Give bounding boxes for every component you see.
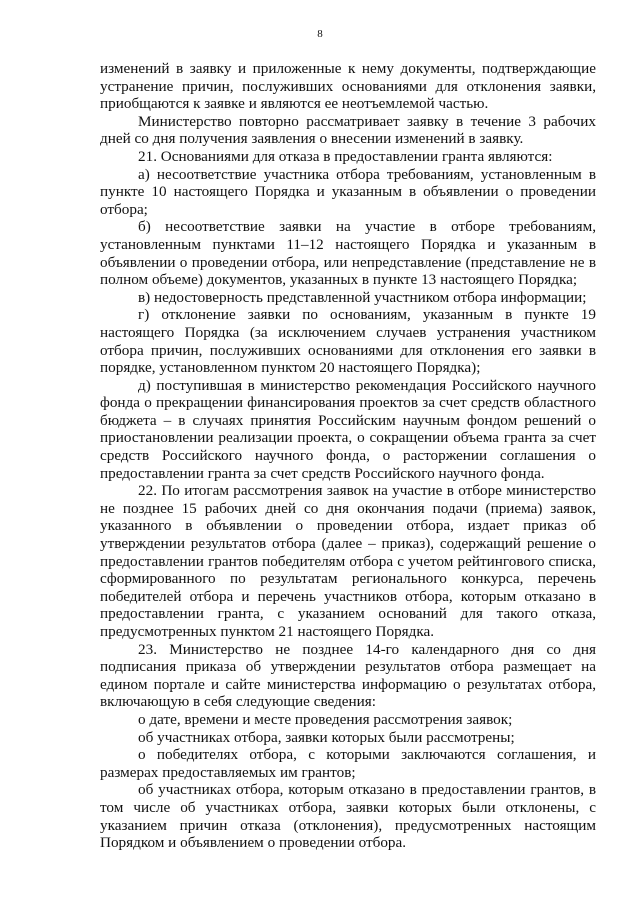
paragraph-23-item-date: о дате, времени и месте проведения рассмотрения заявок; (138, 710, 513, 728)
paragraph-21-v: в) недостоверность представленной участником отбора информации; (138, 288, 587, 306)
paragraph-23-item-refused: об участниках отбора, которым отказано в предоставлении грантов, в том числе об участниках отбора, заявки которых были отклонены, с указанием причин отказа (отклонения), предусмотренных настоящим Порядком и объявлением о проведении отбора. (100, 781, 596, 852)
paragraph-23: 23. Министерство не позднее 14-го календарного дня со дня подписания приказа об утверждении результатов отбора размещает на едином портале и сайте министерства информацию о результатах отбора, включающую в себя следующие сведения: (100, 640, 596, 711)
paragraph-22: 22. По итогам рассмотрения заявок на участие в отборе министерство не позднее 15 рабочих дней со дня окончания подачи (приема) заявок, указанного в объявлении о проведении отбора, издает приказ об утверждении результатов отбора (далее – приказ), содержащий решение о предоставлении грантов победителям отбора с учетом рейтингового списка, сформированного по результатам регионального конкурса, перечень победителей отбора и перечень участников отбора, которым отказано в предоставлении гранта, с указанием оснований для такого отказа, предусмотренных пунктом 21 настоящего Порядка. (100, 482, 596, 640)
paragraph-21-g: г) отклонение заявки по основаниям, указанным в пункте 19 настоящего Порядка (за исключением случаев устранения участником отбора причин, послуживших основаниями для отклонения его заявки в порядке, установленном пунктом 20 настоящего Порядка); (100, 306, 596, 377)
paragraph-21-d: д) поступившая в министерство рекомендация Российского научного фонда о прекращении финансирования проектов за счет средств областного бюджета – в случаях принятия Российским научным фондом решений о приостановлении реализации проекта, о сокращении объема гранта за счет средств Российского научного фонда, о расторжении соглашения о предоставлении гранта за счет средств Российского научного фонда. (100, 376, 596, 482)
paragraph-21-a: а) несоответствие участника отбора требованиям, установленным в пункте 10 настоящего Порядка и указанным в объявлении о проведении отбора; (100, 165, 596, 218)
paragraph-21-b: б) несоответствие заявки на участие в отборе требованиям, установленным пунктами 11–12 настоящего Порядка и указанным в объявлении о проведении отбора, или непредставление (представление не в полном объеме) документов, указанных в пункте 13 настоящего Порядка; (100, 218, 596, 289)
paragraph-repeat-review: Министерство повторно рассматривает заявку в течение 3 рабочих дней со дня получения заявления о внесении изменений в заявку. (100, 112, 596, 148)
page-number: 8 (317, 28, 323, 40)
paragraph-23-item-winners: о победителях отбора, с которыми заключаются соглашения, и размерах предоставляемых им грантов; (100, 746, 596, 781)
document-body (100, 60, 596, 852)
paragraph-23-item-reviewed: об участниках отбора, заявки которых были рассмотрены; (138, 728, 515, 746)
paragraph-continuation: изменений в заявку и приложенные к нему документы, подтверждающие устранение причин, послуживших основаниями для отклонения заявки, приобщаются к заявке и являются ее неотъемлемой частью. (100, 60, 596, 113)
paragraph-21-heading: 21. Основаниями для отказа в предоставлении гранта являются: (138, 147, 553, 165)
